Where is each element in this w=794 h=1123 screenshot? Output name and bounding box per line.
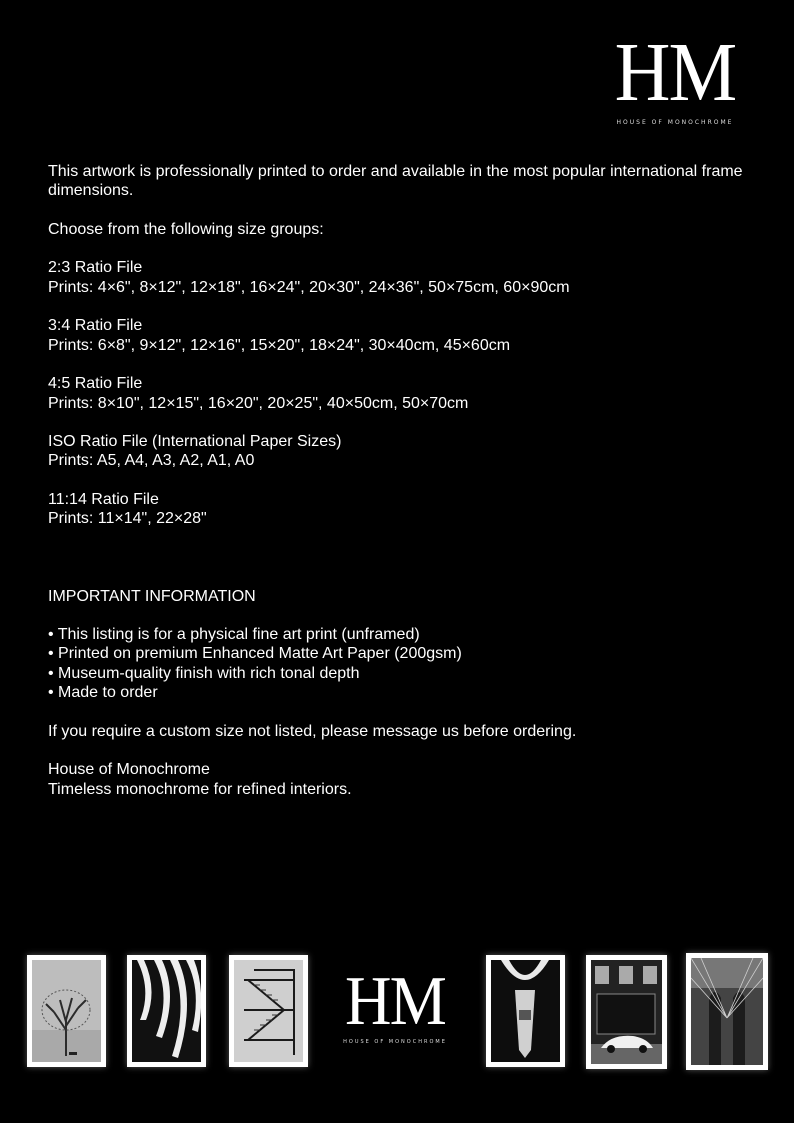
choose-text: Choose from the following size groups: [48,220,324,238]
size-group-prints: Prints: 6×8", 9×12", 12×16", 15×20", 18×24", 30×40cm, 45×60cm [48,336,511,354]
important-heading: IMPORTANT INFORMATION [48,587,256,605]
tree-print [27,955,106,1067]
bullet-item: • This listing is for a physical fine art print (unframed) [48,626,420,644]
intro-text: This artwork is professionally printed to order and available in the most popular international frame dimensions. [48,163,743,200]
brand-monogram: HM [344,963,446,1040]
brand-logo-bottom [336,963,454,1045]
size-group-prints: Prints: A5, A4, A3, A2, A1, A0 [48,452,255,470]
size-group-title: 4:5 Ratio File [48,375,143,393]
custom-size-note: If you require a custom size not listed, please message us before ordering. [48,722,577,740]
size-group-title: ISO Ratio File (International Paper Sizes) [48,433,342,451]
bullet-item: • Printed on premium Enhanced Matte Art Paper (200gsm) [48,645,462,663]
storefront-car-print [586,955,667,1069]
boat-print [486,955,565,1067]
description [48,162,748,799]
zebra-print [127,955,206,1067]
size-group-prints: Prints: 4×6", 8×12", 12×18", 16×24", 20×30", 24×36", 50×75cm, 60×90cm [48,278,570,296]
brand-monogram: HM [614,26,736,119]
size-group-prints: Prints: 11×14", 22×28" [48,510,207,528]
size-group-title: 3:4 Ratio File [48,317,143,335]
brand-name: HOUSE OF MONOCHROME [616,119,734,126]
signoff-tagline: Timeless monochrome for refined interiors. [48,780,352,798]
size-group-prints: Prints: 8×10", 12×15", 16×20", 20×25", 40×50cm, 50×70cm [48,394,469,412]
bridge-print [686,953,768,1070]
brand-name: HOUSE OF MONOCHROME [343,1039,447,1045]
brand-logo-top [608,26,742,126]
fire-escape-print [229,955,308,1067]
size-group-title: 2:3 Ratio File [48,259,143,277]
size-group-title: 11:14 Ratio File [48,491,159,509]
bullet-item: • Made to order [48,684,158,702]
bullet-item: • Museum-quality finish with rich tonal depth [48,664,360,682]
signoff-name: House of Monochrome [48,761,210,779]
